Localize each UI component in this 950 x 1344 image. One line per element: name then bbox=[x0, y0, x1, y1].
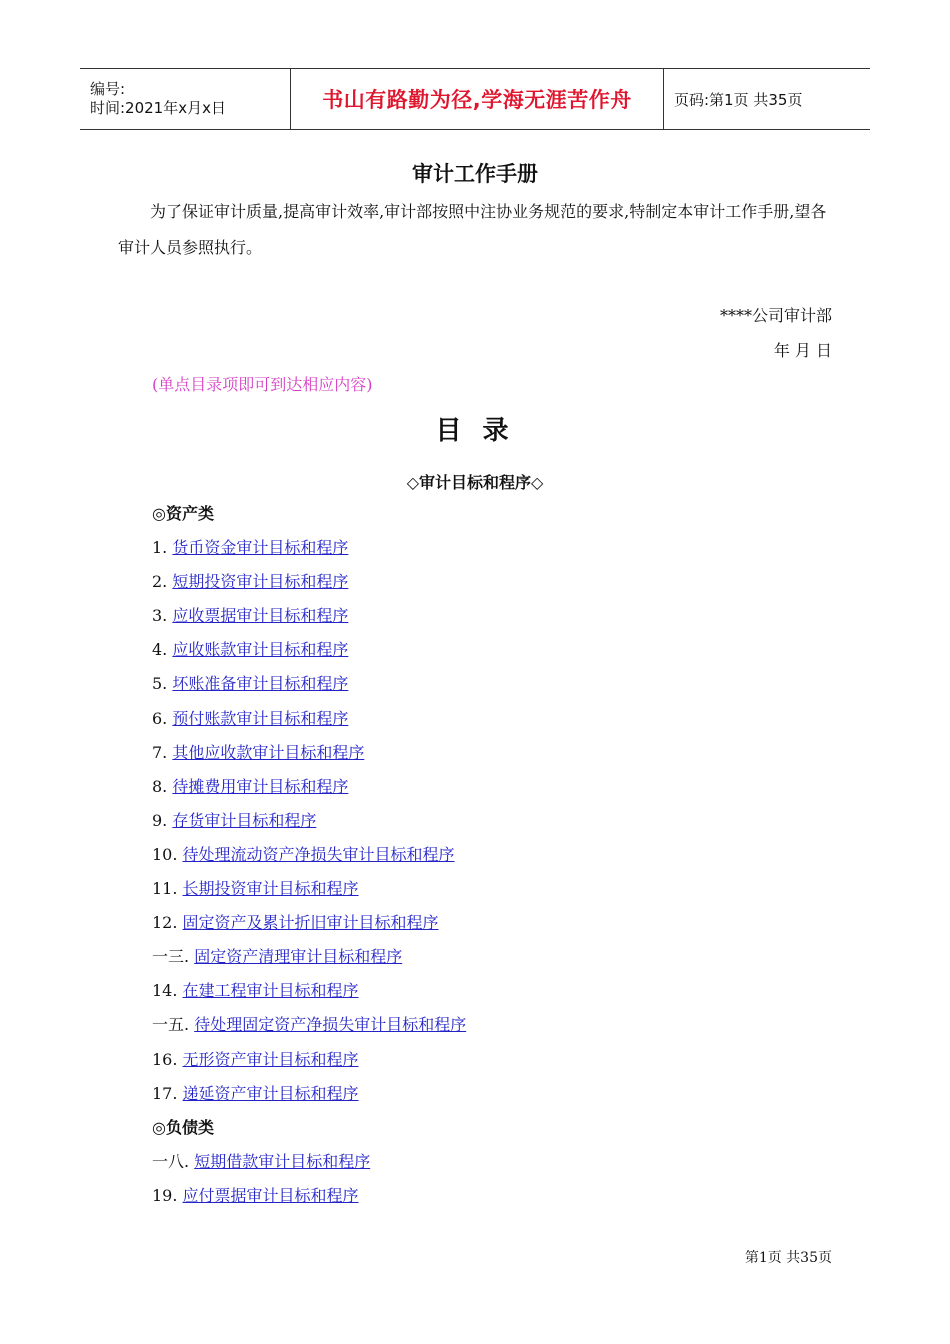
toc-link[interactable]: 固定资产及累计折旧审计目标和程序 bbox=[182, 913, 439, 933]
toc-subtitle: ◇审计目标和程序◇ bbox=[406, 473, 544, 492]
toc-link[interactable]: 应收票据审计目标和程序 bbox=[172, 606, 349, 626]
page-footer: 第1页 共35页 bbox=[744, 1250, 832, 1266]
date-line: 年 月 日 bbox=[773, 341, 832, 360]
toc-hint: (单点目录项即可到达相应内容) bbox=[152, 375, 373, 394]
header-page-info bbox=[664, 69, 802, 129]
toc-item-number: 11. bbox=[152, 879, 178, 899]
toc-category: ◎资产类 bbox=[152, 504, 214, 523]
toc-link[interactable]: 应收账款审计目标和程序 bbox=[172, 640, 349, 660]
toc-link[interactable]: 短期投资审计目标和程序 bbox=[172, 572, 349, 592]
toc-item bbox=[152, 707, 466, 741]
toc-item-number: 16. bbox=[152, 1049, 178, 1069]
document-title: 审计工作手册 bbox=[412, 162, 538, 186]
toc-item-number: 一三. bbox=[152, 947, 190, 967]
toc-link[interactable]: 待处理固定资产净损失审计目标和程序 bbox=[194, 1015, 467, 1035]
toc-link[interactable]: 存货审计目标和程序 bbox=[172, 810, 317, 830]
toc-list bbox=[152, 502, 466, 1218]
header-meta bbox=[80, 69, 291, 129]
toc-item-number: 17. bbox=[152, 1083, 178, 1103]
toc-link[interactable]: 长期投资审计目标和程序 bbox=[182, 879, 359, 899]
toc-link[interactable]: 应付票据审计目标和程序 bbox=[182, 1185, 359, 1205]
toc-item bbox=[152, 536, 466, 570]
toc-item bbox=[152, 809, 466, 843]
toc-item bbox=[152, 911, 466, 945]
toc-item bbox=[152, 1150, 466, 1184]
time-label: 时间:2021年x月x日 bbox=[90, 99, 226, 117]
toc-item bbox=[152, 1184, 466, 1218]
toc-link[interactable]: 预付账款审计目标和程序 bbox=[172, 708, 349, 728]
toc-item-number: 8. bbox=[152, 776, 168, 796]
toc-item-number: 一八. bbox=[152, 1151, 190, 1171]
page-info-text: 页码:第1页 共35页 bbox=[674, 90, 803, 109]
toc-category: ◎负债类 bbox=[152, 1117, 214, 1137]
toc-item-number: 14. bbox=[152, 981, 178, 1001]
toc-item-number: 一五. bbox=[152, 1015, 190, 1035]
toc-item bbox=[152, 877, 466, 911]
toc-item bbox=[152, 604, 466, 638]
toc-item bbox=[152, 638, 466, 672]
toc-item bbox=[152, 1082, 466, 1116]
toc-link[interactable]: 递延资产审计目标和程序 bbox=[182, 1083, 359, 1103]
page-header bbox=[80, 68, 870, 130]
toc-link[interactable]: 在建工程审计目标和程序 bbox=[182, 981, 359, 1001]
toc-item-number: 1. bbox=[152, 538, 168, 558]
toc-item bbox=[152, 979, 466, 1013]
toc-item bbox=[152, 775, 466, 809]
toc-link[interactable]: 待摊费用审计目标和程序 bbox=[172, 776, 349, 796]
toc-link[interactable]: 无形资产审计目标和程序 bbox=[182, 1049, 359, 1069]
toc-link[interactable]: 坏账准备审计目标和程序 bbox=[172, 674, 349, 694]
toc-item-number: 5. bbox=[152, 674, 168, 694]
toc-item-number: 9. bbox=[152, 810, 168, 830]
motto-text: 书山有路勤为径,学海无涯苦作舟 bbox=[322, 88, 632, 112]
toc-item-number: 10. bbox=[152, 844, 178, 864]
toc-item-number: 2. bbox=[152, 572, 168, 592]
toc-link[interactable]: 待处理流动资产净损失审计目标和程序 bbox=[182, 844, 455, 864]
toc-item-number: 7. bbox=[152, 742, 168, 762]
toc-item bbox=[152, 1013, 466, 1047]
toc-item bbox=[152, 843, 466, 877]
toc-item bbox=[152, 1048, 466, 1082]
toc-link[interactable]: 其他应收款审计目标和程序 bbox=[172, 742, 365, 762]
toc-link[interactable]: 货币资金审计目标和程序 bbox=[172, 538, 349, 558]
header-motto bbox=[291, 69, 664, 129]
toc-link[interactable]: 固定资产清理审计目标和程序 bbox=[194, 947, 403, 967]
toc-item-number: 3. bbox=[152, 606, 168, 626]
toc-item bbox=[152, 741, 466, 775]
number-label: 编号: bbox=[90, 80, 126, 98]
toc-item-number: 19. bbox=[152, 1185, 178, 1205]
toc-link[interactable]: 短期借款审计目标和程序 bbox=[194, 1151, 371, 1171]
toc-item-number: 4. bbox=[152, 640, 168, 660]
intro-paragraph: 为了保证审计质量,提高审计效率,审计部按照中注协业务规范的要求,特制定本审计工作手册,望各审计人员参照执行。 bbox=[118, 202, 827, 257]
signature: ****公司审计部 bbox=[719, 306, 832, 325]
toc-title: 目 录 bbox=[435, 416, 515, 446]
toc-item-number: 12. bbox=[152, 913, 178, 933]
toc-item bbox=[152, 945, 466, 979]
toc-item-number: 6. bbox=[152, 708, 168, 728]
toc-item bbox=[152, 570, 466, 604]
toc-item bbox=[152, 672, 466, 706]
